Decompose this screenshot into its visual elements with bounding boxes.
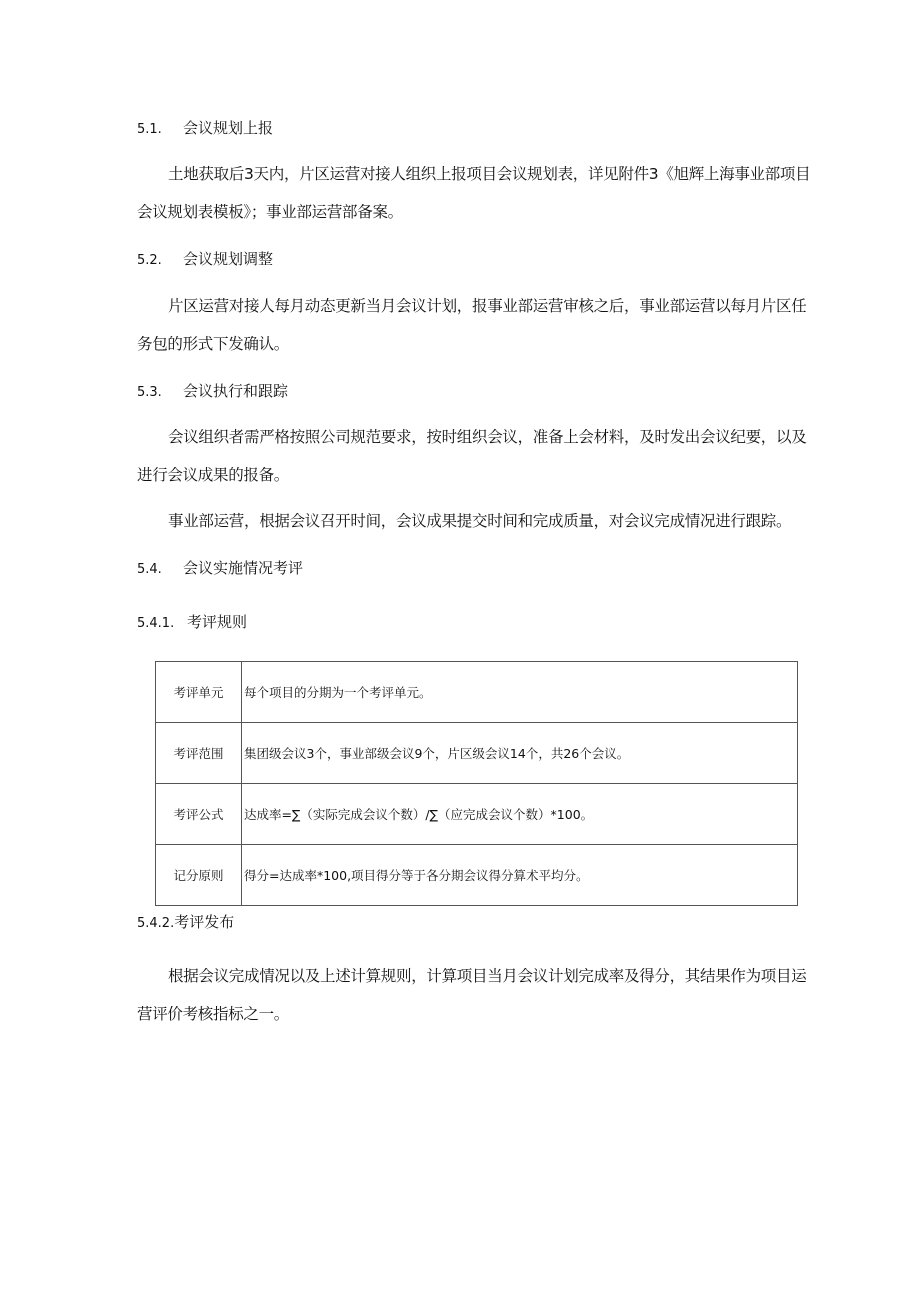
heading-number: 5.4. bbox=[137, 562, 162, 577]
heading-title: 会议规划上报 bbox=[183, 119, 274, 137]
heading-5-4 bbox=[137, 557, 303, 581]
row-content: 达成率=∑（实际完成会议个数）/∑（应完成会议个数）*100。 bbox=[242, 784, 798, 845]
heading-number: 5.1. bbox=[137, 122, 162, 137]
heading-5-4-2 bbox=[137, 911, 234, 935]
heading-number: 5.2. bbox=[137, 253, 162, 268]
paragraph-5-4-2: 根据会议完成情况以及上述计算规则，计算项目当月会议计划完成率及得分，其结果作为项目运营评价考核指标之一。 bbox=[137, 967, 807, 1023]
heading-5-3 bbox=[137, 380, 288, 404]
paragraph-5-2: 片区运营对接人每月动态更新当月会议计划，报事业部运营审核之后，事业部运营以每月片区任务包的形式下发确认。 bbox=[137, 297, 807, 353]
evaluation-rules-table bbox=[155, 661, 798, 906]
table-row bbox=[156, 784, 798, 845]
heading-5-2 bbox=[137, 248, 273, 272]
row-label: 考评公式 bbox=[156, 784, 242, 845]
heading-title: 考评发布 bbox=[174, 913, 235, 931]
row-content: 得分=达成率*100,项目得分等于各分期会议得分算术平均分。 bbox=[242, 845, 798, 906]
heading-number: 5.4.1. bbox=[137, 616, 175, 631]
row-content: 集团级会议3个，事业部级会议9个，片区级会议14个，共26个会议。 bbox=[242, 723, 798, 784]
paragraph-5-1: 土地获取后3天内，片区运营对接人组织上报项目会议规划表，详见附件3《旭辉上海事业部项目会议规划表模板》；事业部运营部备案。 bbox=[137, 165, 811, 221]
heading-title: 考评规则 bbox=[187, 613, 248, 631]
row-content: 每个项目的分期为一个考评单元。 bbox=[242, 662, 798, 723]
heading-number: 5.3. bbox=[137, 385, 162, 400]
heading-5-1 bbox=[137, 117, 273, 141]
table-row bbox=[156, 723, 798, 784]
heading-title: 会议执行和跟踪 bbox=[183, 382, 289, 400]
table-row bbox=[156, 662, 798, 723]
row-label: 考评范围 bbox=[156, 723, 242, 784]
heading-5-4-1 bbox=[137, 611, 247, 635]
paragraph-5-3-b: 事业部运营，根据会议召开时间，会议成果提交时间和完成质量，对会议完成情况进行跟踪。 bbox=[168, 512, 792, 530]
heading-number: 5.4.2. bbox=[137, 916, 175, 931]
paragraph-5-3-a: 会议组织者需严格按照公司规范要求，按时组织会议，准备上会材料，及时发出会议纪要，以及进行会议成果的报备。 bbox=[137, 428, 807, 484]
row-label: 考评单元 bbox=[156, 662, 242, 723]
row-label: 记分原则 bbox=[156, 845, 242, 906]
heading-title: 会议实施情况考评 bbox=[183, 559, 304, 577]
table-row bbox=[156, 845, 798, 906]
heading-title: 会议规划调整 bbox=[183, 250, 274, 268]
